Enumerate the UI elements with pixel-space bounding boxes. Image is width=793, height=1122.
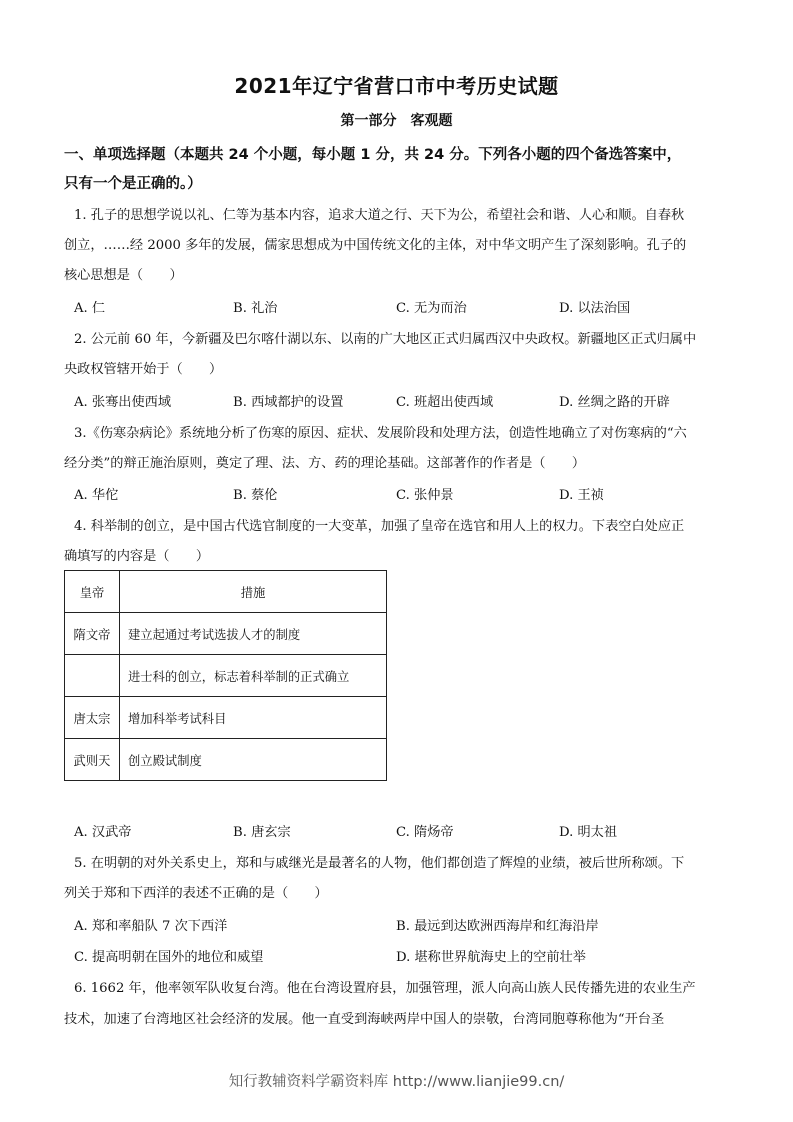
table-row [65,739,387,781]
question-5-option-d[interactable]: D. 堪称世界航海史上的空前壮举 [396,950,586,965]
table-row [65,697,387,739]
question-1-line-3: 核心思想是（ ） [64,268,183,283]
table-header-emperor: 皇帝 [65,571,120,613]
table-cell-emperor: 唐太宗 [65,697,120,739]
question-4-line-2: 确填写的内容是（ ） [64,549,210,564]
question-4-line-1: 4. 科举制的创立，是中国古代选官制度的一大变革，加强了皇帝在选官和用人上的权力。下表空白处应正 [74,519,685,534]
question-5-line-1: 5. 在明朝的对外关系史上，郑和与戚继光是最著名的人物，他们都创造了辉煌的业绩，被后世所称颂。下 [74,856,685,871]
part-heading: 第一部分 客观题 [340,113,453,129]
table-header-row [65,571,387,613]
table-header-measures: 措施 [120,571,387,613]
table-row [65,655,387,697]
question-2-option-b[interactable]: B. 西域都护的设置 [233,395,344,410]
question-1-option-a[interactable]: A. 仁 [74,301,106,316]
question-2-option-a[interactable]: A. 张骞出使西域 [74,395,172,410]
question-2-option-c[interactable]: C. 班超出使西域 [396,395,494,410]
table-cell-emperor: 隋文帝 [65,613,120,655]
question-5-option-a[interactable]: A. 郑和率船队 7 次下西洋 [74,919,228,934]
question-4-option-d[interactable]: D. 明太祖 [559,825,618,840]
question-3-option-d[interactable]: D. 王祯 [559,488,604,503]
footer-watermark[interactable]: 知行教辅资料学霸资料库 http://www.lianjie99.cn/ [228,1074,565,1090]
question-5-line-2: 列关于郑和下西洋的表述不正确的是（ ） [64,886,328,901]
question-2-line-1: 2. 公元前 60 年，今新疆及巴尔喀什湖以东、以南的广大地区正式归属西汉中央政权。新疆地区正式归属中 [74,332,697,347]
emperor-measures-table [64,570,387,781]
question-3-option-a[interactable]: A. 华佗 [74,488,119,503]
question-3-option-b[interactable]: B. 蔡伦 [233,488,278,503]
question-4-option-a[interactable]: A. 汉武帝 [74,825,132,840]
question-1-option-c[interactable]: C. 无为而治 [396,301,467,316]
question-6-line-1: 6. 1662 年，他率领军队收复台湾。他在台湾设置府县，加强管理，派人向高山族人民传播先进的农业生产 [74,981,696,996]
question-4-option-b[interactable]: B. 唐玄宗 [233,825,291,840]
question-2-option-d[interactable]: D. 丝绸之路的开辟 [559,395,670,410]
question-1-line-2: 创立，……经 2000 多年的发展，儒家思想成为中国传统文化的主体，对中华文明产生了深刻影响。孔子的 [64,238,687,253]
table-cell-measure: 创立殿试制度 [120,739,387,781]
question-6-line-2: 技术，加速了台湾地区社会经济的发展。他一直受到海峡两岸中国人的崇敬，台湾同胞尊称他为“开台圣 [64,1012,665,1027]
table-row [65,613,387,655]
question-3-line-2: 经分类”的辩正施治原则，奠定了理、法、方、药的理论基础。这部著作的作者是（ ） [64,456,586,471]
question-5-option-b[interactable]: B. 最远到达欧洲西海岸和红海沿岸 [396,919,599,934]
question-3-option-c[interactable]: C. 张仲景 [396,488,454,503]
question-3-line-1: 3.《伤寒杂病论》系统地分析了伤寒的原因、症状、发展阶段和处理方法，创造性地确立了对伤寒病的“六 [74,426,687,441]
table-cell-measure: 建立起通过考试选拔人才的制度 [120,613,387,655]
page-title: 2021年辽宁省营口市中考历史试题 [234,74,559,98]
section-heading-line-1: 一、单项选择题（本题共 24 个小题，每小题 1 分，共 24 分。下列各小题的四个备选答案中， [64,147,682,163]
question-2-line-2: 央政权管辖开始于（ ） [64,362,223,377]
table-cell-measure: 增加科举考试科目 [120,697,387,739]
question-1-line-1: 1. 孔子的思想学说以礼、仁等为基本内容，追求大道之行、天下为公，希望社会和谐、人心和顺。自春秋 [74,208,685,223]
table-cell-emperor-blank [65,655,120,697]
question-5-option-c[interactable]: C. 提高明朝在国外的地位和威望 [74,950,264,965]
question-1-option-b[interactable]: B. 礼治 [233,301,278,316]
section-heading-line-2: 只有一个是正确的。） [64,176,202,192]
question-4-option-c[interactable]: C. 隋炀帝 [396,825,454,840]
question-1-option-d[interactable]: D. 以法治国 [559,301,631,316]
table-cell-emperor: 武则天 [65,739,120,781]
table-cell-measure: 进士科的创立，标志着科举制的正式确立 [120,655,387,697]
